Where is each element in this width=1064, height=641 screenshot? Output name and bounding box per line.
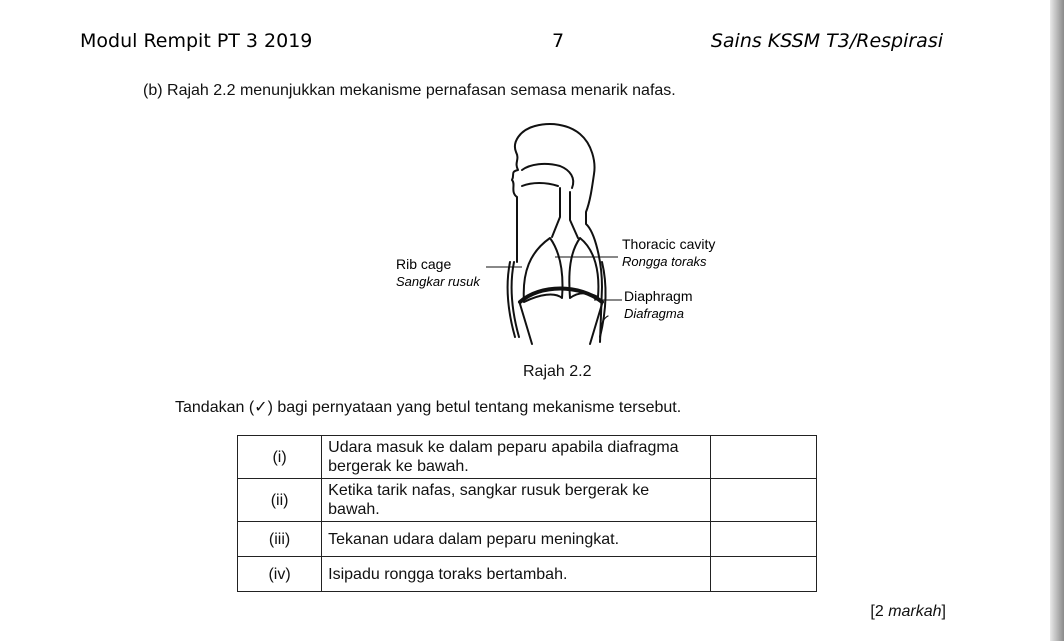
breathing-diagram: [390, 112, 740, 350]
label-rib-cage: [396, 256, 480, 290]
table-row: [238, 479, 817, 522]
trachea: [552, 188, 560, 237]
tick-box[interactable]: [710, 557, 816, 592]
tick-box[interactable]: [710, 522, 816, 557]
figure-caption: Rajah 2.2: [523, 363, 592, 380]
instruction-text: Tandakan (✓) bagi pernyataan yang betul tentang mekanisme tersebut.: [175, 399, 682, 416]
question-label: (b): [143, 82, 163, 99]
marks-word: markah: [888, 603, 942, 620]
header-subject: Sains KSSM T3/Respirasi: [710, 30, 943, 52]
marks-close: ]: [941, 603, 946, 620]
label-rib-cage-ms: Sangkar rusuk: [396, 274, 480, 289]
oral-cavity: [522, 183, 558, 186]
label-diaphragm-ms: Diafragma: [624, 306, 684, 321]
tick-box[interactable]: [710, 479, 816, 522]
label-diaphragm: [624, 288, 692, 322]
diaphragm-curve: [520, 289, 602, 303]
header-module-title: Modul Rempit PT 3 2019: [80, 30, 313, 52]
page-number: 7: [552, 30, 565, 52]
statement-text: Ketika tarik nafas, sangkar rusuk bergerak ke bawah.: [322, 479, 710, 522]
label-thoracic-en: Thoracic cavity: [622, 236, 716, 252]
marks-open: [2: [870, 603, 889, 620]
statement-text: Tekanan udara dalam peparu meningkat.: [322, 522, 710, 557]
statement-number: (ii): [238, 479, 322, 522]
statements-table: [237, 435, 817, 592]
table-row: [238, 436, 817, 479]
table-row: [238, 522, 817, 557]
trachea-wall: [570, 192, 578, 238]
label-rib-cage-en: Rib cage: [396, 256, 452, 272]
table-row: [238, 557, 817, 592]
statement-number: (i): [238, 436, 322, 479]
label-diaphragm-en: Diaphragm: [624, 288, 693, 304]
label-thoracic-ms: Rongga toraks: [622, 254, 707, 269]
head-outline: [512, 124, 602, 342]
label-thoracic-cavity: [622, 236, 715, 270]
question-text: Rajah 2.2 menunjukkan mekanisme pernafasan semasa menarik nafas.: [167, 82, 676, 99]
statement-text: Udara masuk ke dalam peparu apabila diafragma bergerak ke bawah.: [322, 436, 710, 479]
abdomen-wall-left: [520, 304, 532, 344]
question-b: [143, 82, 676, 100]
lung-left: [524, 238, 563, 302]
statement-number: (iv): [238, 557, 322, 592]
statement-number: (iii): [238, 522, 322, 557]
page-edge-shadow: [1050, 0, 1064, 641]
tick-box[interactable]: [710, 436, 816, 479]
statement-text: Isipadu rongga toraks bertambah.: [322, 557, 710, 592]
marks-allocation: [870, 603, 946, 621]
